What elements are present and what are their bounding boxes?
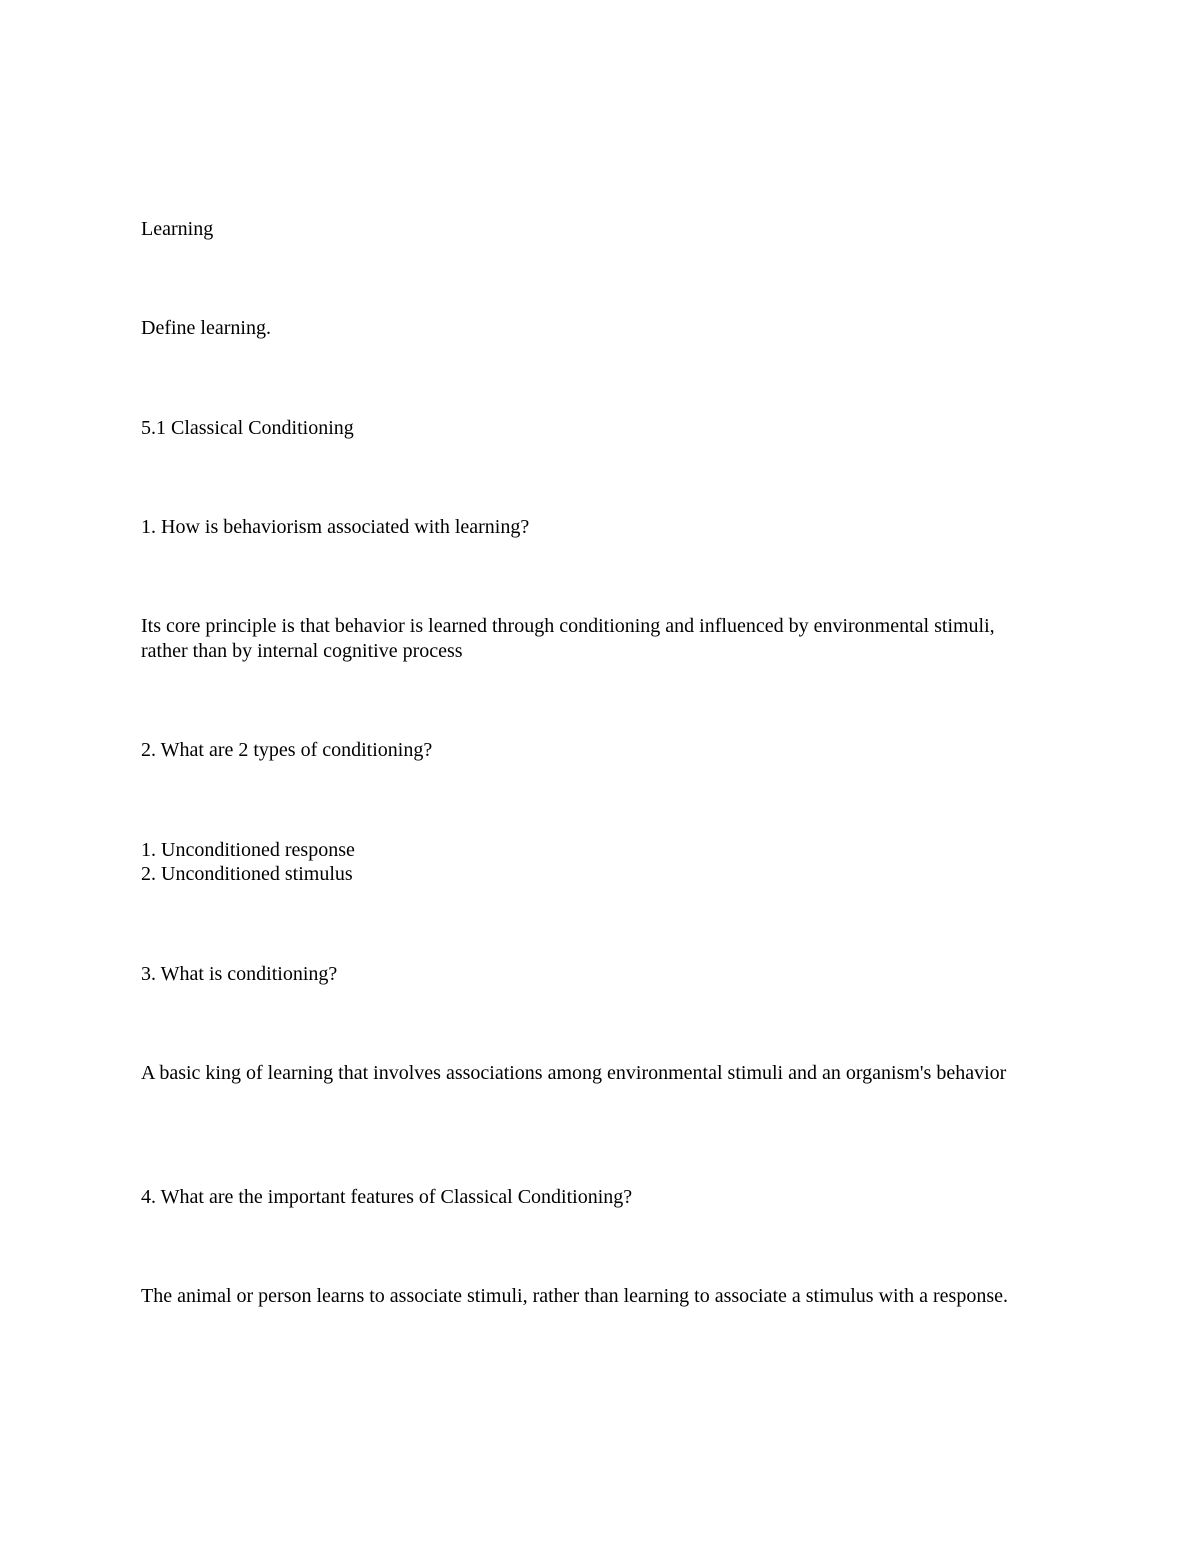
answer-1: Its core principle is that behavior is learned through conditioning and influenced by environmental stimuli, rather than by internal cognitive process — [141, 615, 995, 662]
question-4: 4. What are the important features of Classical Conditioning? — [141, 1186, 633, 1208]
document-title: Learning — [141, 218, 214, 240]
answer-4: The animal or person learns to associate stimuli, rather than learning to associate a stimulus with a response. — [141, 1285, 1008, 1307]
question-1: 1. How is behaviorism associated with learning? — [141, 516, 530, 538]
question-3: 3. What is conditioning? — [141, 963, 338, 985]
answer-3: A basic king of learning that involves associations among environmental stimuli and an organism's behavior — [141, 1062, 1007, 1084]
answer-2-item-1: 1. Unconditioned response — [141, 839, 355, 861]
question-2: 2. What are 2 types of conditioning? — [141, 739, 433, 761]
define-prompt: Define learning. — [141, 317, 271, 339]
answer-2-item-2: 2. Unconditioned stimulus — [141, 863, 353, 885]
section-heading: 5.1 Classical Conditioning — [141, 417, 354, 439]
